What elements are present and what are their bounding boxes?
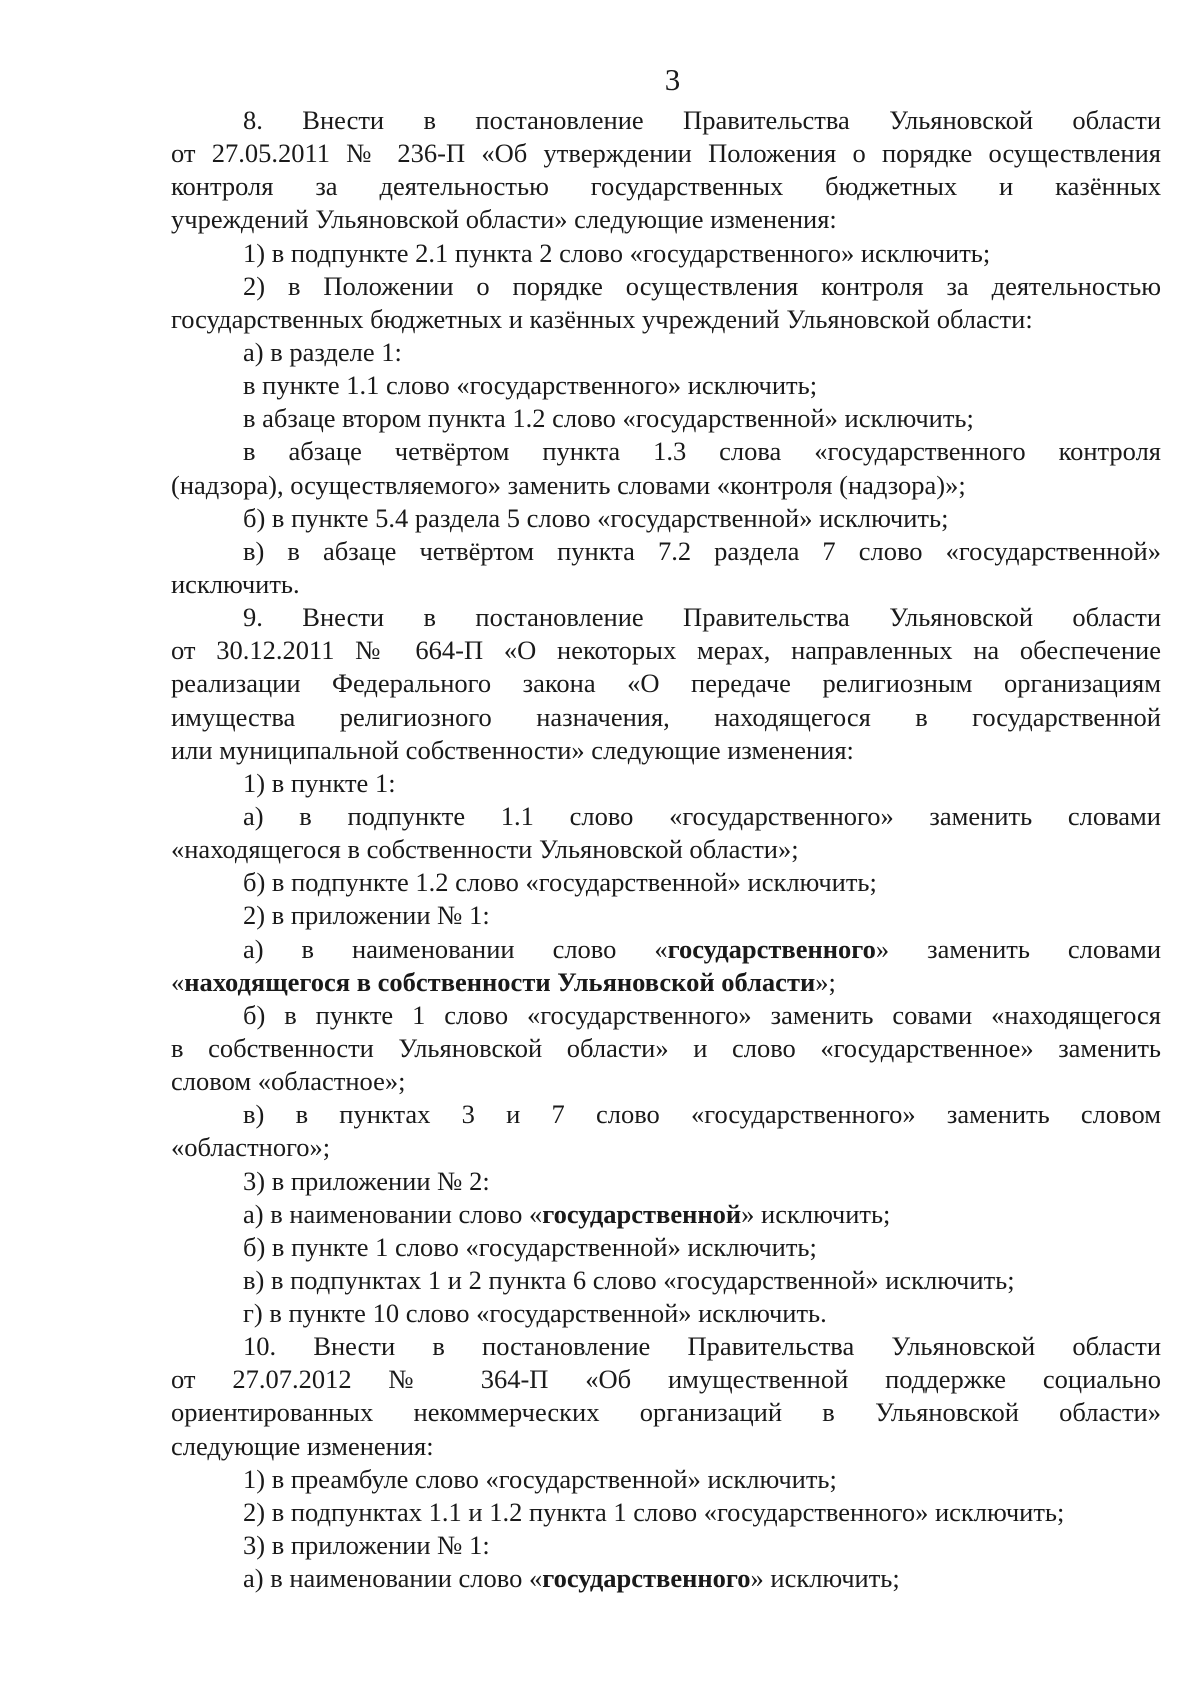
- text-line: имущества религиозного назначения, находящегося в государственной: [171, 701, 1161, 732]
- text-line: 3) в приложении № 1:: [243, 1530, 490, 1561]
- text-line: в пункте 1.1 слово «государственного» исключить;: [243, 370, 818, 401]
- text-line: 10. Внести в постановление Правительства Ульяновской области: [243, 1331, 1161, 1362]
- text-line: 2) в приложении № 1:: [243, 900, 490, 931]
- text-line: в) в абзаце четвёртом пункта 7.2 раздела 7 слово «государственной»: [243, 535, 1161, 566]
- text-line: словом «областное»;: [171, 1066, 406, 1097]
- text-line: б) в пункте 1 слово «государственной» исключить;: [243, 1231, 817, 1262]
- text-line: а) в наименовании слово «государственного» заменить словами: [243, 933, 1162, 964]
- text-line: «находящегося в собственности Ульяновской области»;: [171, 834, 799, 865]
- text-line: 1) в подпункте 2.1 пункта 2 слово «государственного» исключить;: [243, 237, 991, 268]
- text-line: б) в пункте 1 слово «государственного» заменить совами «находящегося: [243, 999, 1161, 1030]
- text-line: 3) в приложении № 2:: [243, 1165, 490, 1196]
- text-line: от 30.12.2011 № 664-П «О некоторых мерах, направленных на обеспечение: [171, 635, 1161, 666]
- text-line: от 27.07.2012 № 364-П «Об имущественной поддержке социально: [171, 1364, 1161, 1395]
- page-number: 3: [664, 62, 681, 97]
- text-line: от 27.05.2011 № 236-П «Об утверждении Положения о порядке осуществления: [171, 138, 1161, 169]
- text-line: государственных бюджетных и казённых учреждений Ульяновской области:: [171, 303, 1033, 334]
- text-line: 9. Внести в постановление Правительства Ульяновской области: [243, 602, 1161, 633]
- document-body: [171, 104, 1161, 1595]
- text-line: исключить.: [171, 568, 300, 599]
- text-line: «областного»;: [171, 1132, 331, 1163]
- text-line: контроля за деятельностью государственных бюджетных и казённых: [171, 171, 1161, 202]
- text-line: 8. Внести в постановление Правительства Ульяновской области: [243, 105, 1161, 135]
- text-line: в) в пунктах 3 и 7 слово «государственного» заменить словом: [243, 1099, 1161, 1130]
- text-line: 2) в Положении о порядке осуществления контроля за деятельностью: [243, 270, 1161, 301]
- text-line: 1) в пункте 1:: [243, 767, 396, 798]
- text-line: 1) в преамбуле слово «государственной» исключить;: [243, 1463, 837, 1494]
- text-line: а) в подпункте 1.1 слово «государственного» заменить словами: [243, 800, 1161, 831]
- text-line: ориентированных некоммерческих организаций в Ульяновской области»: [171, 1397, 1161, 1428]
- text-line: а) в разделе 1:: [243, 336, 402, 367]
- text-line: а) в наименовании слово «государственного» исключить;: [243, 1563, 900, 1594]
- text-line: в) в подпунктах 1 и 2 пункта 6 слово «государственной» исключить;: [243, 1264, 1015, 1295]
- text-line: или муниципальной собственности» следующие изменения:: [171, 734, 854, 765]
- text-line: в абзаце четвёртом пункта 1.3 слова «государственного контроля: [243, 436, 1161, 467]
- text-line: (надзора), осуществляемого» заменить словами «контроля (надзора)»;: [171, 469, 966, 500]
- text-line: г) в пункте 10 слово «государственной» исключить.: [243, 1298, 827, 1329]
- text-line: 2) в подпунктах 1.1 и 1.2 пункта 1 слово «государственного» исключить;: [243, 1496, 1065, 1527]
- text-line: реализации Федерального закона «О передаче религиозным организациям: [171, 668, 1161, 699]
- text-line: а) в наименовании слово «государственной» исключить;: [243, 1198, 891, 1229]
- text-line: б) в подпункте 1.2 слово «государственной» исключить;: [243, 867, 877, 898]
- text-line: в абзаце втором пункта 1.2 слово «государственной» исключить;: [243, 403, 974, 434]
- text-line: следующие изменения:: [171, 1430, 434, 1461]
- text-line: б) в пункте 5.4 раздела 5 слово «государственной» исключить;: [243, 502, 949, 533]
- text-line: «находящегося в собственности Ульяновской области»;: [171, 966, 836, 997]
- text-line: учреждений Ульяновской области» следующие изменения:: [171, 204, 837, 235]
- text-line: в собственности Ульяновской области» и слово «государственное» заменить: [171, 1032, 1161, 1063]
